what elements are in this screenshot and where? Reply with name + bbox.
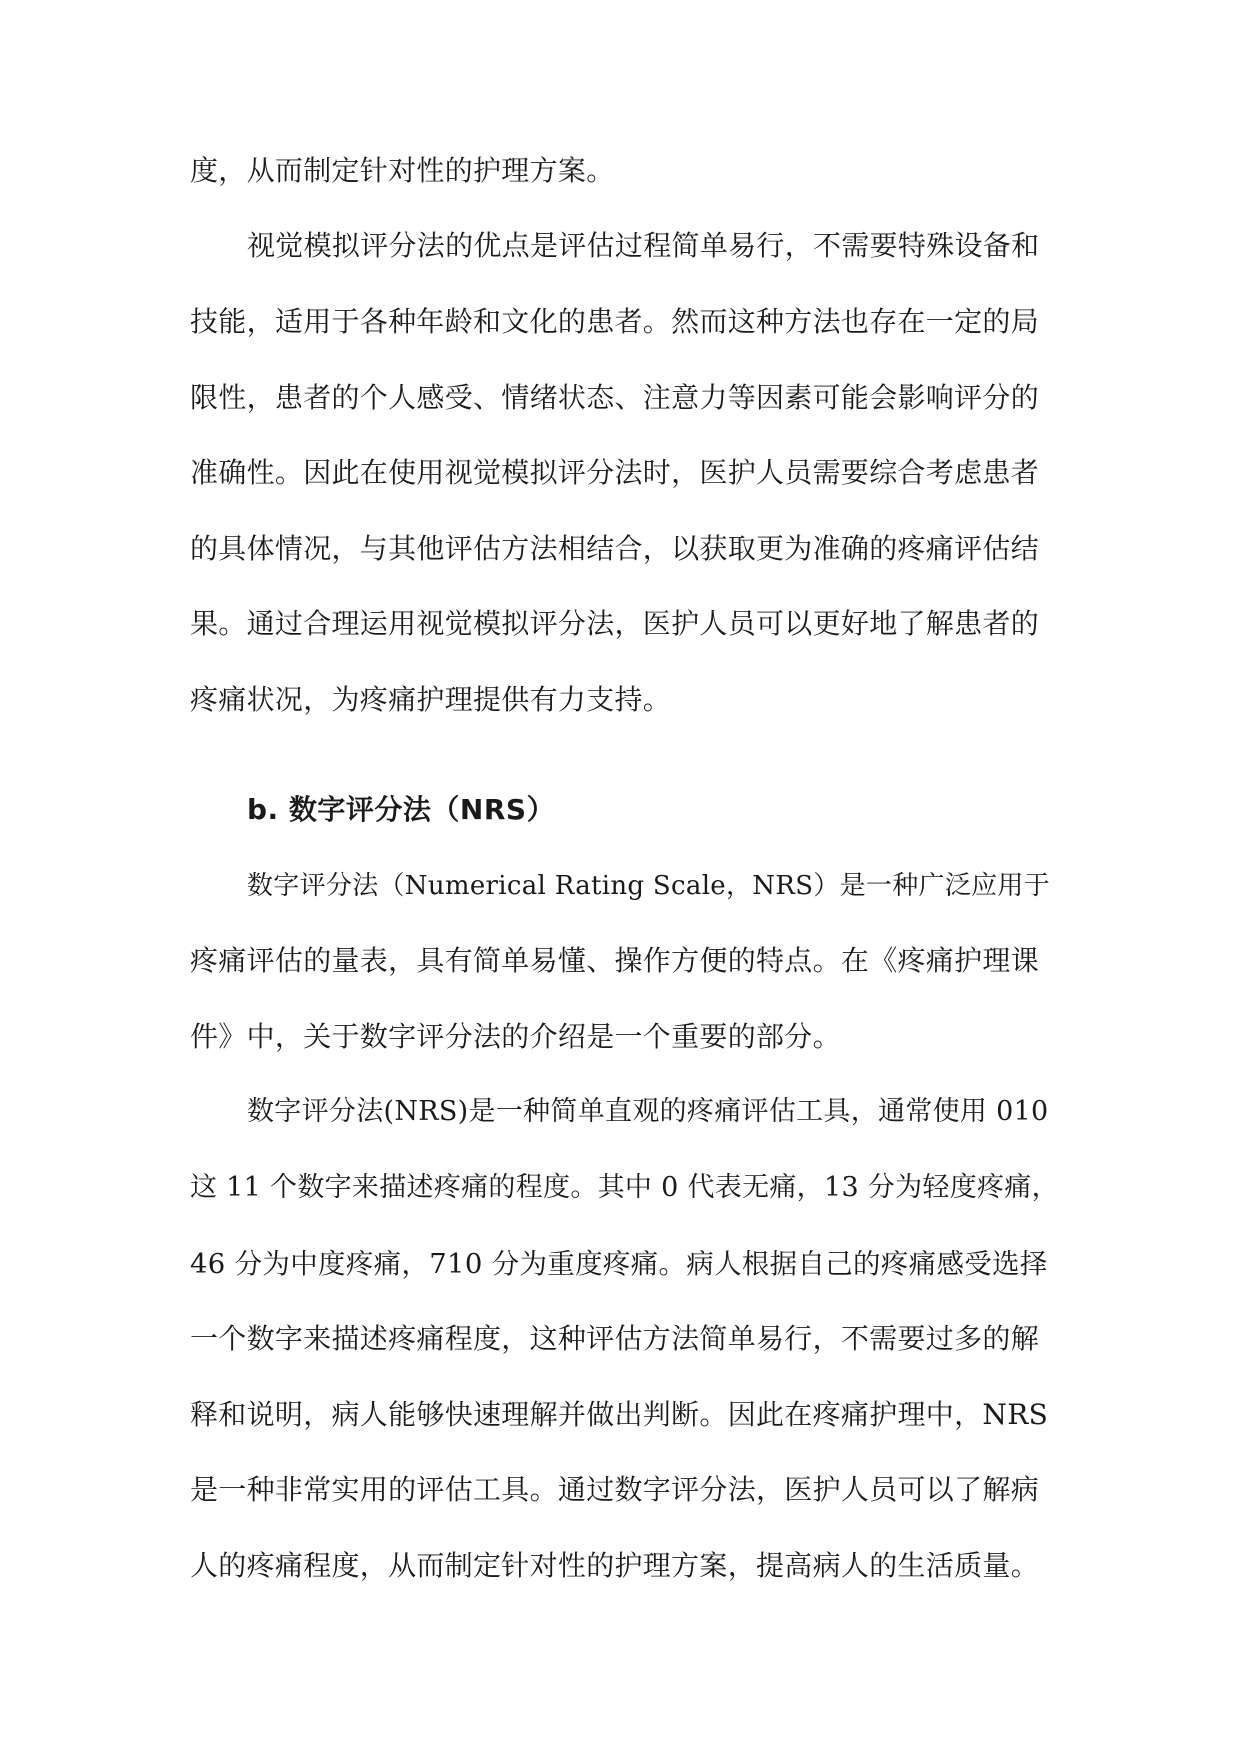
text-line: 人的疼痛程度，从而制定针对性的护理方案，提高病人的生活质量。 [190,1549,1040,1582]
text-line: 的具体情况，与其他评估方法相结合，以获取更为准确的疼痛评估结 [190,532,1040,565]
paragraph-start: 数字评分法(NRS)是一种简单直观的疼痛评估工具，通常使用 010 [247,1096,1049,1127]
paragraph-start: 视觉模拟评分法的优点是评估过程简单易行，不需要特殊设备和 [247,229,1040,262]
text-line: 限性，患者的个人感受、情绪状态、注意力等因素可能会影响评分的 [190,381,1040,414]
text-line: 释和说明，病人能够快速理解并做出判断。因此在疼痛护理中，NRS [190,1398,1049,1431]
text-line: 件》中，关于数字评分法的介绍是一个重要的部分。 [190,1020,841,1053]
text-line: 果。通过合理运用视觉模拟评分法，医护人员可以更好地了解患者的 [190,607,1040,640]
section-heading: b. 数字评分法（NRS） [247,793,556,826]
text-line: 这 11 个数字来描述疼痛的程度。其中 0 代表无痛，13 分为轻度疼痛， [190,1172,1059,1203]
text-line: 准确性。因此在使用视觉模拟评分法时，医护人员需要综合考虑患者 [190,456,1040,489]
text-line: 技能，适用于各种年龄和文化的患者。然而这种方法也存在一定的局 [190,305,1040,338]
text-line: 46 分为中度疼痛，710 分为重度疼痛。病人根据自己的疼痛感受选择 [190,1248,1048,1280]
paragraph-start: 数字评分法（Numerical Rating Scale，NRS）是一种广泛应用于 [247,871,1051,901]
text-line: 度，从而制定针对性的护理方案。 [190,154,615,187]
text-line: 一个数字来描述疼痛程度，这种评估方法简单易行，不需要过多的解 [190,1322,1040,1355]
text-line: 是一种非常实用的评估工具。通过数字评分法，医护人员可以了解病 [190,1473,1040,1506]
text-line: 疼痛状况，为疼痛护理提供有力支持。 [190,683,672,716]
text-line: 疼痛评估的量表，具有简单易懂、操作方便的特点。在《疼痛护理课 [190,944,1040,977]
